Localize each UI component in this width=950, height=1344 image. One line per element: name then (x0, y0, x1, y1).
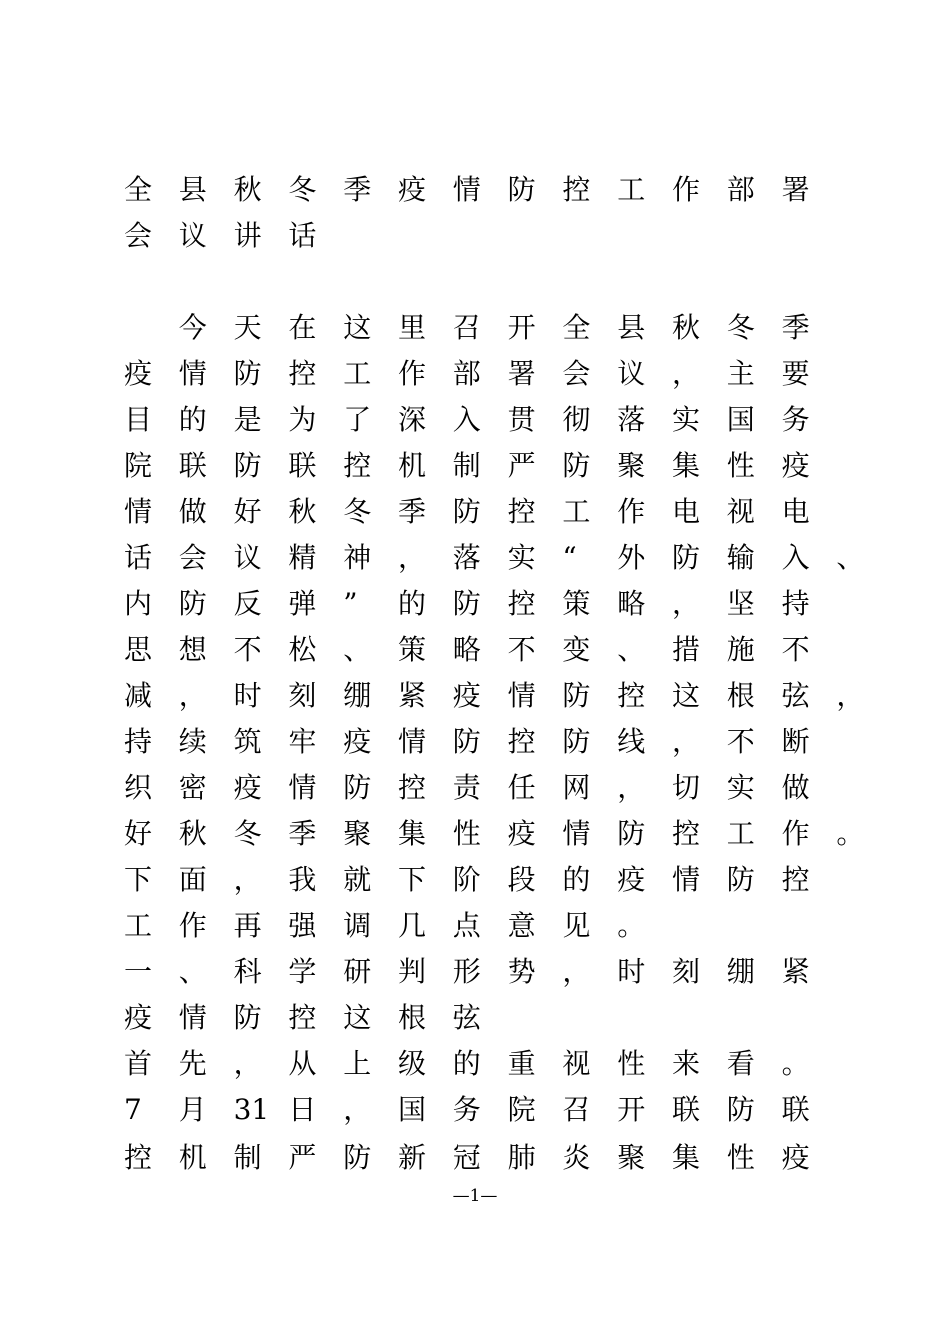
body-line: 持 续 筑 牢 疫 情 防 控 防 线 ， 不 断 (124, 725, 810, 758)
body-line: 控 机 制 严 防 新 冠 肺 炎 聚 集 性 疫 (124, 1141, 810, 1174)
body-line: 7 月 31 日 ， 国 务 院 召 开 联 防 联 (124, 1093, 810, 1126)
body-line: 疫 情 防 控 工 作 部 署 会 议 ， 主 要 (124, 357, 810, 390)
body-line: 情 做 好 秋 冬 季 防 控 工 作 电 视 电 (124, 495, 810, 528)
body-line: 今 天 在 这 里 召 开 全 县 秋 冬 季 (178, 311, 810, 344)
body-line: 话 会 议 精 神 ， 落 实 “ 外 防 输 入 、 (124, 541, 865, 574)
body-line: 目 的 是 为 了 深 入 贯 彻 落 实 国 务 (124, 403, 810, 436)
body-line: 下 面 ， 我 就 下 阶 段 的 疫 情 防 控 (124, 863, 810, 896)
body-line: 内 防 反 弹 ” 的 防 控 策 略 ， 坚 持 (124, 587, 810, 620)
title-line: 全 县 秋 冬 季 疫 情 防 控 工 作 部 署 (124, 173, 810, 206)
body-line: 院 联 防 联 控 机 制 严 防 聚 集 性 疫 (124, 449, 810, 482)
body-line: 织 密 疫 情 防 控 责 任 网 ， 切 实 做 (124, 771, 810, 804)
title-line: 会 议 讲 话 (124, 219, 317, 252)
body-line: 好 秋 冬 季 聚 集 性 疫 情 防 控 工 作 。 (124, 817, 865, 850)
body-line: 疫 情 防 控 这 根 弦 (124, 1001, 481, 1034)
body-line: 思 想 不 松 、 策 略 不 变 、 措 施 不 (124, 633, 810, 666)
page-number: —1— (452, 1186, 498, 1206)
body-line: 首 先 ， 从 上 级 的 重 视 性 来 看 。 (124, 1047, 810, 1080)
body-line: 一 、 科 学 研 判 形 势 ， 时 刻 绷 紧 (124, 955, 810, 988)
body-line: 工 作 再 强 调 几 点 意 见 。 (124, 909, 646, 942)
body-line: 减 ， 时 刻 绷 紧 疫 情 防 控 这 根 弦 ， (124, 679, 865, 712)
